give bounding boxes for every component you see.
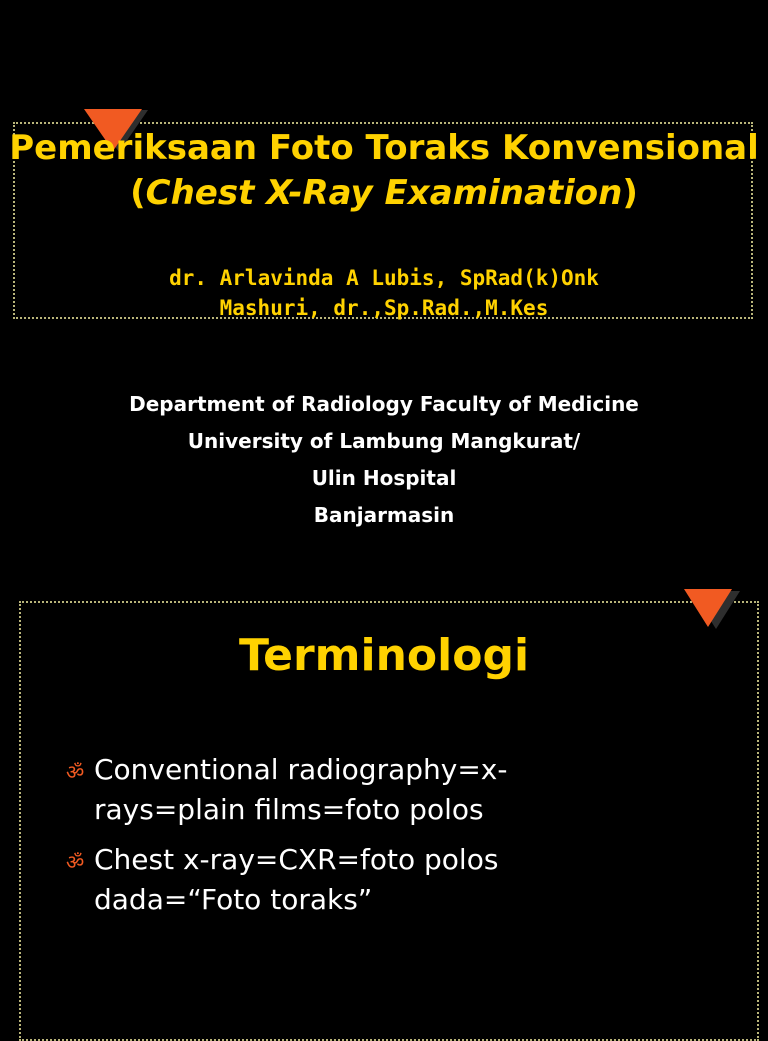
department-line-4: Banjarmasin — [313, 503, 455, 527]
paren-close: ) — [622, 173, 638, 213]
bullet-text — [94, 840, 594, 920]
english-title: Chest X-Ray Examination — [145, 173, 623, 213]
bullet-text — [94, 750, 594, 830]
department-line-1: Department of Radiology Faculty of Medicine — [129, 392, 639, 416]
triangle-decoration-icon-2 — [684, 589, 732, 627]
bullet-line: Conventional radiography=x- — [94, 753, 508, 786]
om-bullet-icon: ॐ — [66, 850, 85, 874]
bullet-line: dada=“Foto toraks” — [94, 883, 373, 916]
author-1: dr. Arlavinda A Lubis, SpRad(k)Onk — [169, 266, 599, 290]
author-2: Mashuri, dr.,Sp.Rad.,M.Kes — [219, 296, 549, 320]
department-line-3: Ulin Hospital — [311, 466, 457, 490]
bullet-line: Chest x-ray=CXR=foto polos — [94, 843, 499, 876]
slide-title-line2 — [0, 173, 768, 213]
bullet-line: rays=plain films=foto polos — [94, 793, 484, 826]
section-heading: Terminologi — [238, 630, 530, 681]
slide-title-line1: Pemeriksaan Foto Toraks Konvensional — [9, 128, 759, 168]
om-bullet-icon: ॐ — [66, 760, 85, 784]
paren-open: ( — [130, 173, 146, 213]
department-line-2: University of Lambung Mangkurat/ — [187, 429, 581, 453]
